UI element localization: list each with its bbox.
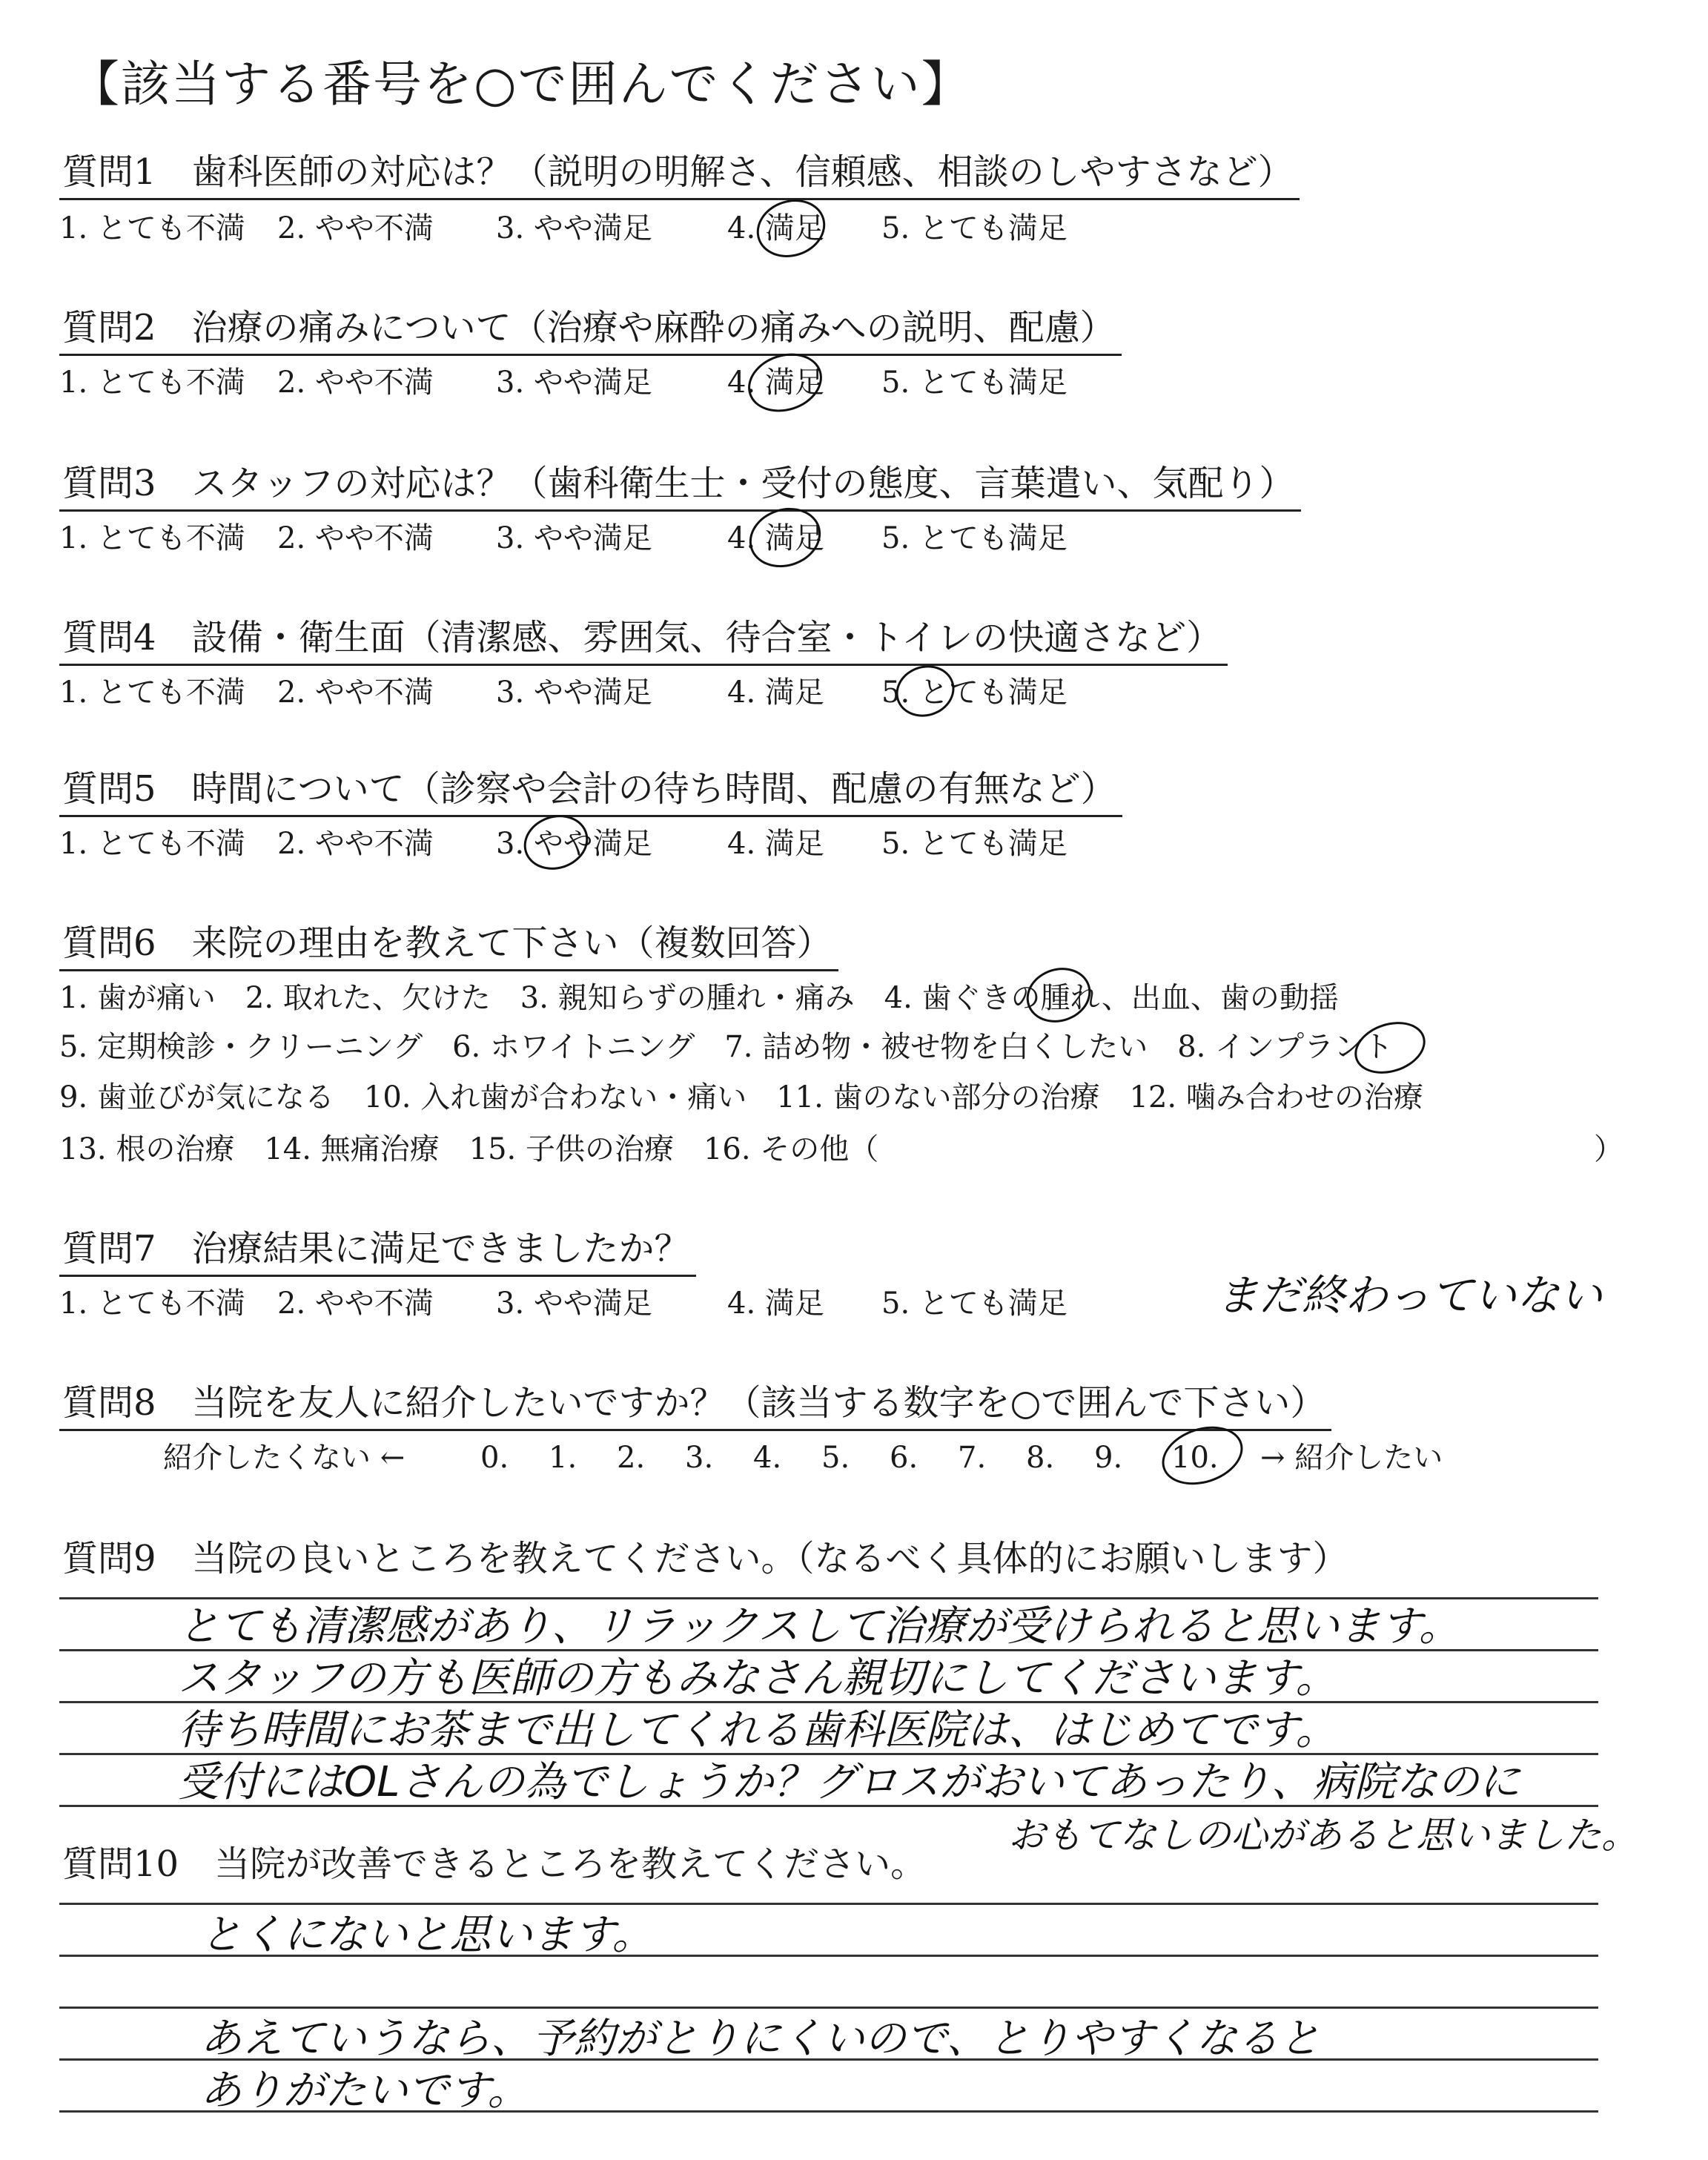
question-9-answer-line-3: 待ち時間にお茶まで出してくれる歯科医院は、はじめてです。 [178,1706,1337,1754]
selection-circle [889,658,961,724]
option-1[interactable]: 1. とても不満 [59,521,245,555]
option-4[interactable]: 4. 満足 [727,827,824,861]
option-5[interactable]: 5. とても満足 [881,211,1068,245]
question-1-underline [59,198,1300,200]
question-2-title [62,307,1116,349]
option-1[interactable]: 1. とても不満 [59,676,245,710]
option-4[interactable]: 4. 満足 [727,521,824,555]
question-10-title [62,1843,927,1885]
option-3[interactable]: 3. やや満足 [496,676,652,710]
option-3[interactable]: 3. やや満足 [496,827,652,861]
question-9-answer-line-2: スタッフの方も医師の方もみなさん親切にしてくださいます。 [178,1654,1337,1702]
question-10-text: 質問10 当院が改善できるところを教えてください。 [62,1843,927,1885]
question-6-title [62,922,833,964]
question-9-text: 質問9 当院の良いところを教えてください。（なるべく具体的にお願いします） [62,1538,1348,1579]
scale-8[interactable]: 8. [1026,1441,1055,1475]
option-2[interactable]: 2. やや不満 [277,1287,434,1321]
question-3-options [59,521,1068,555]
option-4[interactable]: 4. 満足 [727,676,824,710]
question-1-text: 質問1 歯科医師の対応は？（説明の明解さ、信頼感、相談のしやすさなど） [62,151,1294,193]
selection-circle [749,191,833,265]
question-8-underline [59,1429,1331,1431]
option-1[interactable]: 1. とても不満 [59,1287,245,1321]
question-4-title [62,617,1222,658]
answer-line [59,1903,1598,1905]
scale-right-label: → 紹介したい [1260,1441,1443,1475]
question-7-text: 質問7 治療結果に満足できましたか？ [62,1228,690,1269]
question-7-title [62,1228,690,1269]
question-8-scale [163,1443,1443,1473]
selection-circle [517,807,595,878]
question-6-row-1[interactable]: 1. 歯が痛い 2. 取れた、欠けた 3. 親知らずの腫れ・痛み 4. 歯ぐきの腫れ、出血、歯の動揺 [59,981,1339,1015]
scale-6[interactable]: 6. [890,1441,918,1475]
question-2-text: 質問2 治療の痛みについて（治療や麻酔の痛みへの説明、配慮） [62,307,1116,349]
selection-circle [1019,960,1098,1031]
scale-10[interactable]: 10. [1171,1441,1219,1475]
question-9-answer-line-4: 受付にはOLさんの為でしょうか？グロスがおいてあったり、病院なのに [178,1758,1520,1806]
option-2[interactable]: 2. やや不満 [277,366,434,400]
option-3[interactable]: 3. やや満足 [496,521,652,555]
answer-line [59,1597,1598,1599]
option-5[interactable]: 5. とても満足 [881,827,1068,861]
scale-9[interactable]: 9. [1094,1441,1123,1475]
question-1-title [62,151,1294,193]
question-8-title [62,1382,1326,1424]
option-1[interactable]: 1. とても不満 [59,366,245,400]
question-4-underline [59,664,1228,666]
question-7-options [59,1287,1068,1321]
question-7-handwritten-note: まだ終わっていない [1216,1270,1603,1321]
option-5[interactable]: 5. とても満足 [881,366,1068,400]
option-1[interactable]: 1. とても不満 [59,827,245,861]
question-3-underline [59,509,1301,512]
scale-3[interactable]: 3. [685,1441,714,1475]
question-10-answer-line-2: あえていうなら、予約がとりにくいので、とりやすくなると [200,2015,1320,2063]
option-4[interactable]: 4. 満足 [727,1287,824,1321]
question-6-underline [59,969,838,971]
question-10-answer-line-3: ありがたいです。 [200,2067,529,2115]
option-2[interactable]: 2. やや不満 [277,521,434,555]
scale-1[interactable]: 1. [549,1441,577,1475]
scale-2[interactable]: 2. [617,1441,646,1475]
question-3-title [62,463,1295,504]
selection-circle [1348,1013,1432,1082]
option-3[interactable]: 3. やや満足 [496,366,652,400]
question-6-row-2[interactable]: 5. 定期検診・クリーニング 6. ホワイトニング 7. 詰め物・被せ物を白くしたい 8. インプラント [59,1030,1394,1064]
question-1-options [59,211,1068,245]
other-close-paren: ） [1594,1132,1623,1166]
question-3-text: 質問3 スタッフの対応は？（歯科衛生士・受付の態度、言葉遣い、気配り） [62,463,1295,504]
question-9-title [62,1538,1348,1579]
page-title: 【該当する番号を○で囲んでください】 [70,56,972,113]
option-5[interactable]: 5. とても満足 [881,521,1068,555]
scale-left-label: 紹介したくない ← [163,1441,406,1475]
scale-5[interactable]: 5. [821,1441,850,1475]
question-2-underline [59,354,1122,356]
option-2[interactable]: 2. やや不満 [277,211,434,245]
option-2[interactable]: 2. やや不満 [277,827,434,861]
question-8-text: 質問8 当院を友人に紹介したいですか？（該当する数字を○で囲んで下さい） [62,1382,1326,1424]
question-2-options [59,366,1068,400]
question-5-text: 質問5 時間について（診察や会計の待ち時間、配慮の有無など） [62,768,1116,810]
question-5-underline [59,815,1122,817]
scale-0[interactable]: 0. [480,1441,509,1475]
option-2[interactable]: 2. やや不満 [277,676,434,710]
answer-line [59,2007,1598,2009]
option-5[interactable]: 5. とても満足 [881,676,1068,710]
option-1[interactable]: 1. とても不満 [59,211,245,245]
question-5-title [62,768,1116,810]
option-4[interactable]: 4. 満足 [727,211,824,245]
option-3[interactable]: 3. やや満足 [496,1287,652,1321]
question-9-answer-line-1: とても清潔感があり、リラックスして治療が受けられると思います。 [178,1602,1460,1651]
option-4[interactable]: 4. 満足 [727,366,824,400]
question-10-answer-line-1: とくにないと思います。 [200,1911,654,1959]
question-6-row-4[interactable]: 13. 根の治療 14. 無痛治療 15. 子供の治療 16. その他（ [59,1132,879,1166]
question-7-underline [59,1275,696,1277]
scale-7[interactable]: 7. [958,1441,987,1475]
question-6-text: 質問6 来院の理由を教えて下さい（複数回答） [62,922,833,964]
scale-4[interactable]: 4. [753,1441,782,1475]
question-6-row-3[interactable]: 9. 歯並びが気になる 10. 入れ歯が合わない・痛い 11. 歯のない部分の治療 12. 噛み合わせの治療 [59,1080,1423,1114]
question-9-answer-line-5: おもてなしの心があると思いました。 [1008,1814,1638,1857]
question-4-text: 質問4 設備・衛生面（清潔感、雰囲気、待合室・トイレの快適さなど） [62,617,1222,658]
option-5[interactable]: 5. とても満足 [881,1287,1068,1321]
option-3[interactable]: 3. やや満足 [496,211,652,245]
